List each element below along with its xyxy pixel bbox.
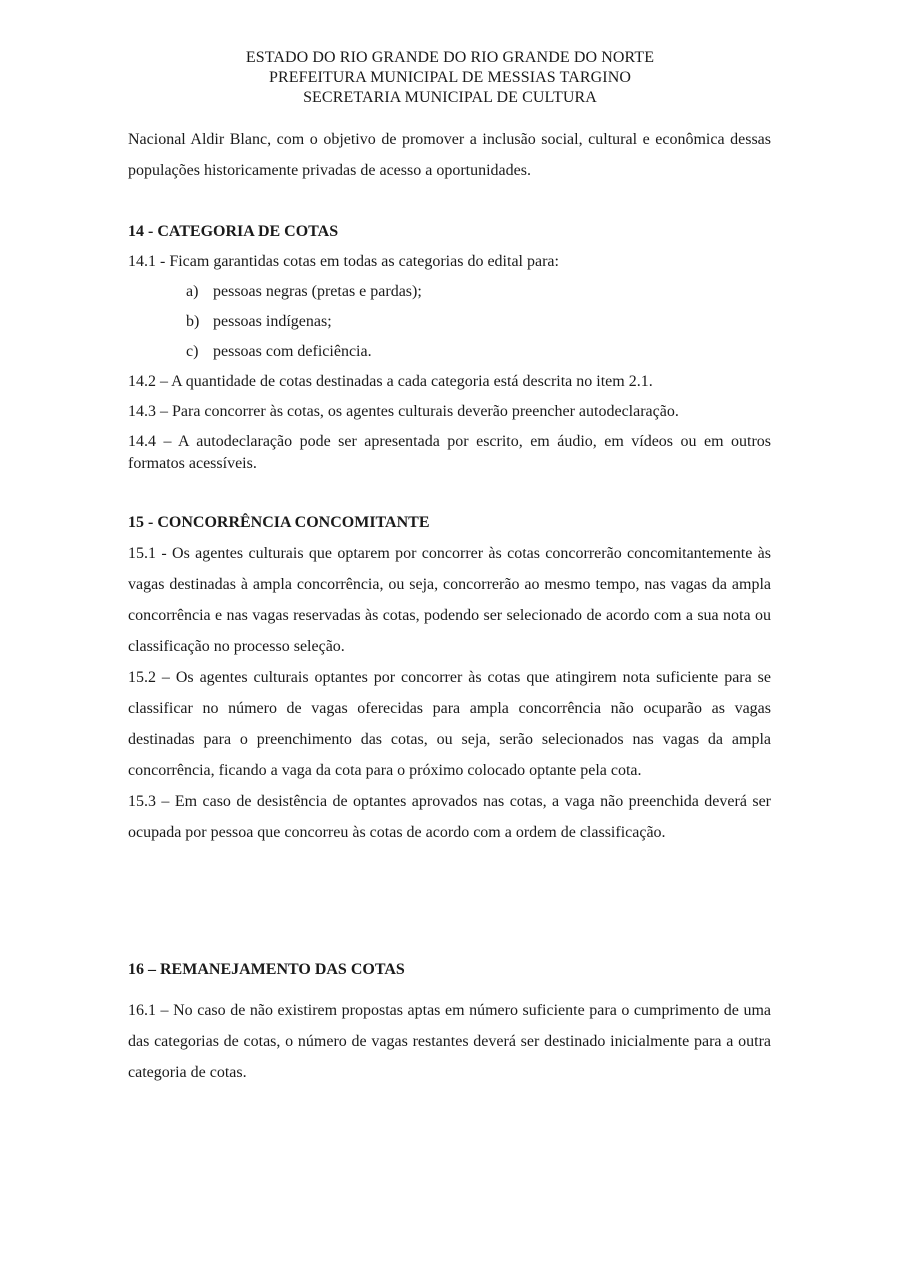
section-14-item-3: 14.3 – Para concorrer às cotas, os agentes culturais deverão preencher autodeclaração.	[128, 403, 679, 420]
list-marker: c)	[186, 343, 199, 360]
header-secretariat: SECRETARIA MUNICIPAL DE CULTURA	[303, 89, 597, 106]
list-item	[128, 277, 771, 307]
quota-list	[128, 277, 771, 367]
list-item	[128, 307, 771, 337]
list-item-text: pessoas negras (pretas e pardas);	[213, 283, 422, 300]
section-15-item-1: 15.1 - Os agentes culturais que optarem por concorrer às cotas concorrerão concomitantemente às vagas destinadas à ampla concorrência, ou seja, concorrerão ao mesmo tempo, nas vagas da ampla concorrência e nas vagas reservadas às cotas, podendo ser selecionado de acordo com a sua nota ou classificação no processo seleção.	[128, 545, 771, 655]
section-14-title: 14 - CATEGORIA DE COTAS	[128, 223, 339, 240]
section-14-item-2: 14.2 – A quantidade de cotas destinadas a cada categoria está descrita no item 2.1.	[128, 373, 653, 390]
document-header	[0, 48, 900, 108]
section-14-item-4: 14.4 – A autodeclaração pode ser apresentada por escrito, em áudio, em vídeos ou em outros formatos acessíveis.	[128, 433, 771, 472]
section-16-item-1: 16.1 – No caso de não existirem propostas aptas em número suficiente para o cumprimento de uma das categorias de cotas, o número de vagas restantes deverá ser destinado inicialmente para a outra categoria de cotas.	[128, 1002, 771, 1081]
list-item-text: pessoas com deficiência.	[213, 343, 372, 360]
section-15-item-2: 15.2 – Os agentes culturais optantes por concorrer às cotas que atingirem nota suficiente para se classificar no número de vagas oferecidas para ampla concorrência não ocuparão as vagas destinadas para o preenchimento das cotas, ou seja, serão selecionados nas vagas da ampla concorrência, ficando a vaga da cota para o próximo colocado optante pela cota.	[128, 669, 771, 779]
section-16	[128, 955, 771, 1088]
section-15-item-3: 15.3 – Em caso de desistência de optantes aprovados nas cotas, a vaga não preenchida deverá ser ocupada por pessoa que concorreu às cotas de acordo com a ordem de classificação.	[128, 793, 771, 841]
section-14	[128, 217, 771, 475]
header-prefecture: PREFEITURA MUNICIPAL DE MESSIAS TARGINO	[268, 69, 632, 86]
section-15	[128, 508, 771, 848]
section-14-item-1: 14.1 - Ficam garantidas cotas em todas as categorias do edital para:	[128, 253, 559, 270]
header-state: ESTADO DO RIO GRANDE DO RIO GRANDE DO NORTE	[245, 49, 655, 66]
section-16-title: 16 – REMANEJAMENTO DAS COTAS	[128, 961, 405, 978]
list-marker: a)	[186, 283, 199, 300]
intro-block	[128, 124, 771, 186]
list-item	[128, 337, 771, 367]
intro-paragraph: Nacional Aldir Blanc, com o objetivo de promover a inclusão social, cultural e econômica dessas populações historicamente privadas de acesso a oportunidades.	[128, 131, 771, 179]
list-item-text: pessoas indígenas;	[213, 313, 332, 330]
section-15-title: 15 - CONCORRÊNCIA CONCOMITANTE	[128, 514, 430, 531]
list-marker: b)	[186, 313, 200, 330]
